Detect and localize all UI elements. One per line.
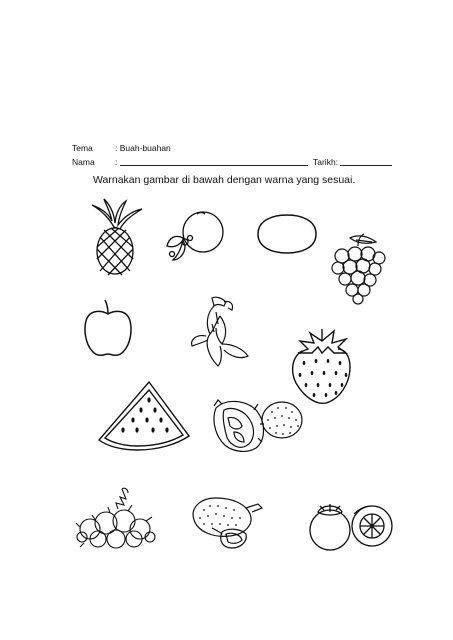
durian-icon <box>212 396 304 454</box>
date-line <box>340 165 392 166</box>
theme-label: Tema <box>72 143 93 153</box>
apple-icon <box>83 298 133 358</box>
lemon-icon <box>255 212 319 256</box>
instruction-text: Warnakan gambar di bawah dengan warna yang sesuai. <box>93 174 356 186</box>
orange-icon <box>163 208 225 264</box>
date-label: Tarikh: <box>313 157 339 167</box>
rambutan-icon <box>76 485 156 549</box>
mangosteen-icon <box>306 496 396 554</box>
theme-value: : Buah-buahan <box>115 143 171 153</box>
name-label: Nama <box>72 157 95 167</box>
strawberry-icon <box>288 323 354 407</box>
banana-icon <box>188 294 250 370</box>
name-line <box>120 165 308 166</box>
jackfruit-icon <box>188 494 264 552</box>
pineapple-icon <box>80 197 150 277</box>
name-colon: : <box>115 157 118 167</box>
watermelon-icon <box>97 380 193 454</box>
grapes-icon <box>330 232 386 304</box>
